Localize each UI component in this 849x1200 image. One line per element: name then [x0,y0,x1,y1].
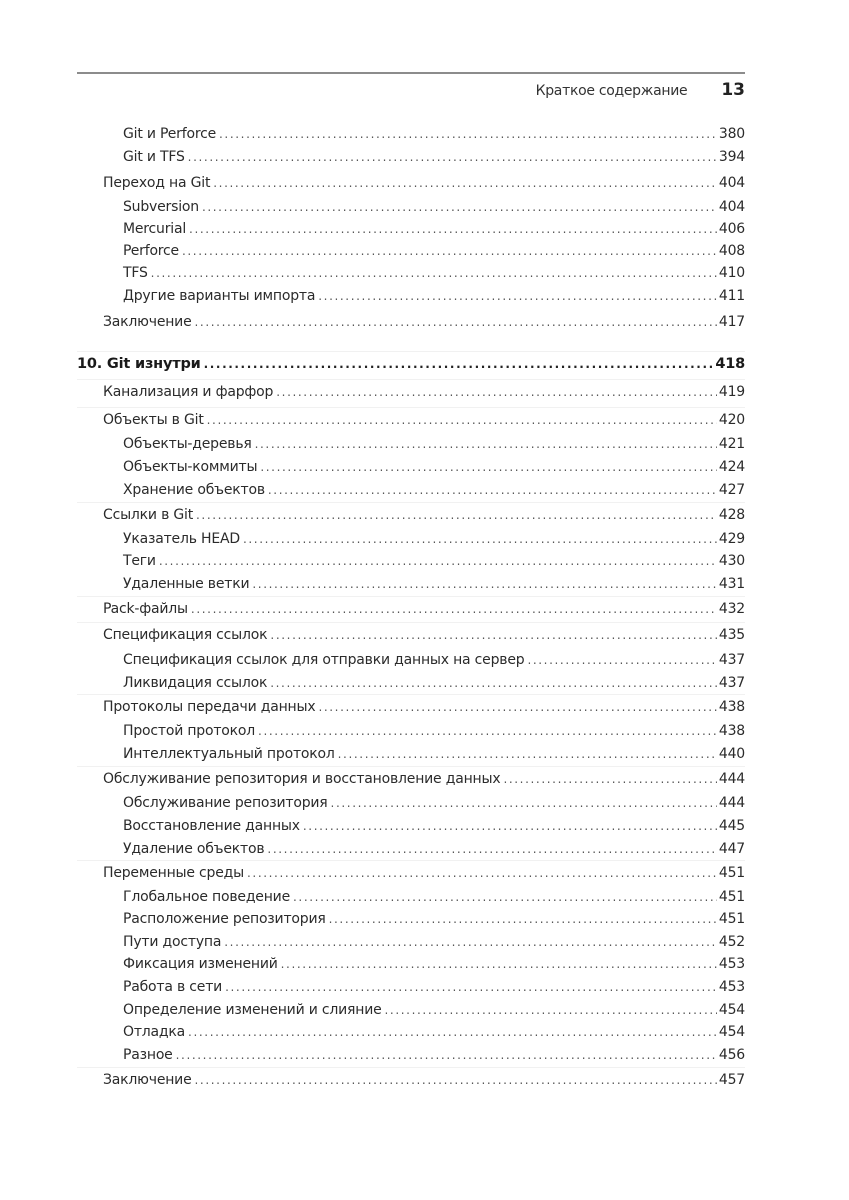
dot-leader [258,721,717,741]
toc-chapter-entry[interactable] [77,354,745,374]
toc-section-entry[interactable] [103,1070,745,1090]
toc-subsection-entry[interactable] [123,1045,745,1065]
toc-subsection-entry[interactable] [123,721,745,741]
toc-subsection-entry[interactable] [123,147,745,167]
toc-section-entry[interactable] [103,505,745,525]
toc-subsection-entry[interactable] [123,480,745,500]
dot-leader [188,147,717,167]
toc-subsection-entry[interactable] [123,286,745,306]
toc-subsection-entry[interactable] [123,457,745,477]
dot-leader [318,286,717,306]
toc-entry-title: Mercurial [123,219,189,239]
toc-entry-title: Заключение [103,312,195,332]
dot-leader [270,625,716,645]
toc-entry-page: 427 [718,482,745,498]
toc-entry-page: 432 [718,601,745,617]
toc-entry-title: Пути доступа [123,932,224,952]
toc-entry-title: Pack-файлы [103,599,191,619]
toc-section-entry[interactable] [103,382,745,402]
toc-entry-page: 404 [718,175,745,191]
toc-entry-page: 451 [718,865,745,881]
row-separator [77,502,745,503]
toc-entry-page: 424 [718,459,745,475]
toc-section-entry[interactable] [103,769,745,789]
toc-subsection-entry[interactable] [123,650,745,670]
toc-entry-title: Обслуживание репозитория [123,793,331,813]
toc-subsection-entry[interactable] [123,574,745,594]
dot-leader [243,529,717,549]
toc-entry-title: Фиксация изменений [123,954,281,974]
toc-entry-page: 380 [718,126,745,142]
toc-entry-title: Расположение репозитория [123,909,329,929]
dot-leader [191,599,717,619]
dot-leader [329,909,717,929]
toc-entry-title: Указатель HEAD [123,529,243,549]
toc-subsection-entry[interactable] [123,434,745,454]
toc-entry-title: Другие варианты импорта [123,286,318,306]
row-separator [77,596,745,597]
toc-entry-title: Интеллектуальный протокол [123,744,338,764]
toc-entry-title: Переменные среды [103,863,247,883]
row-separator [77,694,745,695]
toc-entry-title: Заключение [103,1070,195,1090]
toc-entry-page: 421 [718,436,745,452]
toc-section-entry[interactable] [103,697,745,717]
toc-subsection-entry[interactable] [123,744,745,764]
dot-leader [270,673,717,693]
toc-section-entry[interactable] [103,410,745,430]
dot-leader [338,744,717,764]
toc-section-entry[interactable] [103,863,745,883]
dot-leader [213,173,717,193]
toc-subsection-entry[interactable] [123,124,745,144]
toc-entry-page: 457 [718,1072,745,1088]
dot-leader [527,650,716,670]
dot-leader [247,863,717,883]
dot-leader [252,574,717,594]
row-separator [77,407,745,408]
toc-entry-page: 428 [718,507,745,523]
toc-subsection-entry[interactable] [123,816,745,836]
dot-leader [318,697,716,717]
toc-entry-title: Определение изменений и слияние [123,1000,385,1020]
toc-entry-title: Объекты-коммиты [123,457,260,477]
dot-leader [219,124,717,144]
toc-entry-page: 438 [718,699,745,715]
toc-entry-title: Ссылки в Git [103,505,196,525]
toc-subsection-entry[interactable] [123,909,745,929]
toc-entry-title: Теги [123,551,159,571]
toc-entry-title: Обслуживание репозитория и восстановление данных [103,769,503,789]
toc-entry-page: 394 [718,149,745,165]
toc-entry-page: 437 [718,675,745,691]
dot-leader [182,241,717,261]
toc-entry-title: Удаление объектов [123,839,267,859]
toc-entry-page: 408 [718,243,745,259]
toc-entry-page: 444 [718,771,745,787]
running-title: Краткое содержание [535,83,688,99]
dot-leader [189,219,717,239]
toc-entry-title: Разное [123,1045,176,1065]
toc-entry-title: Спецификация ссылок для отправки данных на сервер [123,650,527,670]
toc-section-entry[interactable] [103,312,745,332]
toc-entry-title: Git и TFS [123,147,188,167]
dot-leader [196,505,717,525]
row-separator [77,622,745,623]
row-separator [77,766,745,767]
toc-subsection-entry[interactable] [123,839,745,859]
dot-leader [207,410,717,430]
dot-leader [260,457,717,477]
dot-leader [255,434,717,454]
toc-entry-title: Протоколы передачи данных [103,697,318,717]
toc-entry-page: 406 [718,221,745,237]
dot-leader [267,839,716,859]
dot-leader [204,354,714,374]
toc-entry-title: Perforce [123,241,182,261]
toc-entry-page: 438 [718,723,745,739]
dot-leader [151,263,717,283]
toc-entry-title: Удаленные ветки [123,574,252,594]
toc-subsection-entry[interactable] [123,977,745,997]
toc-section-entry[interactable] [103,173,745,193]
toc-entry-title: Отладка [123,1022,188,1042]
toc-subsection-entry[interactable] [123,932,745,952]
toc-subsection-entry[interactable] [123,551,745,571]
toc-subsection-entry[interactable] [123,263,745,283]
dot-leader [188,1022,717,1042]
toc-entry-page: 454 [718,1024,745,1040]
toc-entry-page: 404 [718,199,745,215]
page-number: 13 [721,80,745,100]
toc-section-entry[interactable] [103,625,745,645]
toc-entry-page: 454 [718,1002,745,1018]
dot-leader [202,197,717,217]
toc-subsection-entry[interactable] [123,793,745,813]
toc-entry-page: 451 [718,889,745,905]
row-separator [77,860,745,861]
dot-leader [195,312,717,332]
row-separator [77,379,745,380]
toc-entry-title: TFS [123,263,151,283]
toc-entry-title: Объекты в Git [103,410,207,430]
toc-entry-page: 429 [718,531,745,547]
dot-leader [159,551,717,571]
dot-leader [225,977,717,997]
toc-entry-page: 451 [718,911,745,927]
dot-leader [224,932,717,952]
toc-entry-page: 435 [718,627,745,643]
toc-entry-title: Работа в сети [123,977,225,997]
toc-entry-page: 418 [715,356,745,372]
toc-entry-title: Переход на Git [103,173,213,193]
toc-entry-page: 419 [718,384,745,400]
toc-entry-page: 411 [718,288,745,304]
dot-leader [293,887,717,907]
toc-subsection-entry[interactable] [123,241,745,261]
toc-entry-page: 420 [718,412,745,428]
toc-entry-title: Объекты-деревья [123,434,255,454]
toc-entry-page: 410 [718,265,745,281]
dot-leader [268,480,717,500]
toc-entry-page: 453 [718,956,745,972]
toc-subsection-entry[interactable] [123,529,745,549]
toc-entry-page: 452 [718,934,745,950]
toc-subsection-entry[interactable] [123,954,745,974]
toc-entry-title: Восстановление данных [123,816,303,836]
dot-leader [195,1070,717,1090]
toc-entry-page: 456 [718,1047,745,1063]
dot-leader [176,1045,717,1065]
toc-entry-page: 453 [718,979,745,995]
toc-subsection-entry[interactable] [123,197,745,217]
row-separator [77,1067,745,1068]
toc-entry-page: 431 [718,576,745,592]
dot-leader [385,1000,717,1020]
toc-section-entry[interactable] [103,599,745,619]
toc-entry-page: 417 [718,314,745,330]
toc-subsection-entry[interactable] [123,1000,745,1020]
toc-entry-title: 10. Git изнутри [77,354,204,374]
dot-leader [276,382,717,402]
toc-entry-page: 445 [718,818,745,834]
toc-entry-page: 440 [718,746,745,762]
toc-entry-title: Глобальное поведение [123,887,293,907]
row-separator [77,351,745,352]
dot-leader [503,769,716,789]
dot-leader [303,816,717,836]
toc-entry-page: 447 [718,841,745,857]
toc-entry-title: Хранение объектов [123,480,268,500]
toc-subsection-entry[interactable] [123,219,745,239]
toc-entry-title: Ликвидация ссылок [123,673,270,693]
toc-entry-title: Спецификация ссылок [103,625,270,645]
toc-subsection-entry[interactable] [123,887,745,907]
toc-entry-page: 437 [718,652,745,668]
toc-entry-title: Простой протокол [123,721,258,741]
toc-subsection-entry[interactable] [123,1022,745,1042]
toc-entry-page: 444 [718,795,745,811]
toc-entry-title: Subversion [123,197,202,217]
dot-leader [281,954,717,974]
toc-entry-page: 430 [718,553,745,569]
toc-entry-title: Git и Perforce [123,124,219,144]
toc-entry-title: Канализация и фарфор [103,382,276,402]
dot-leader [331,793,717,813]
toc-subsection-entry[interactable] [123,673,745,693]
